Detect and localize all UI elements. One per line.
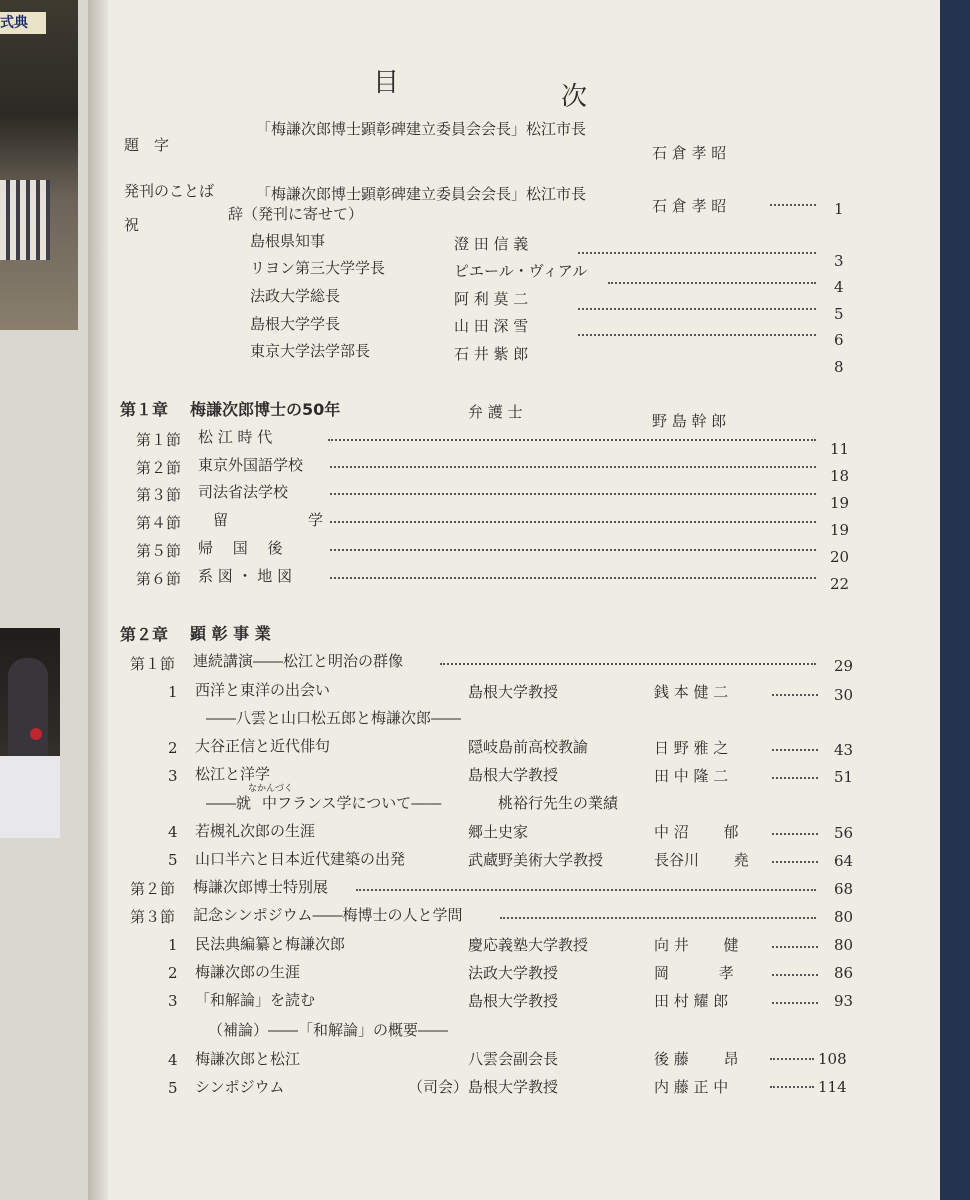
leader-dots <box>772 974 818 976</box>
lecture-affil: 郷土史家 <box>468 823 529 841</box>
lecture-subtitle: （補論）――「和解論」の概要―― <box>208 1021 449 1039</box>
section-title: 東京外国語学校 <box>198 456 304 474</box>
lecture-page: 80 <box>834 936 854 954</box>
facing-page <box>0 0 88 1200</box>
lecture-name: 田 中 隆 二 <box>654 767 729 785</box>
congrats-page: 6 <box>834 331 844 349</box>
chapter1-role: 弁 護 士 <box>468 403 523 421</box>
lecture-affil: 島根大学教授 <box>468 766 559 784</box>
toc-page <box>108 0 940 1200</box>
chapter2-s3-title: 記念シンポジウム――梅博士の人と学問 <box>193 906 463 924</box>
section-label: 第２節 <box>136 459 182 477</box>
section-label: 第１節 <box>136 431 182 449</box>
leader-dots <box>772 694 818 696</box>
leader-dots <box>772 1002 818 1004</box>
lecture-title: 松江と洋学 <box>195 765 271 783</box>
lecture-affil: 慶応義塾大学教授 <box>468 936 589 954</box>
congrats-name: 阿 利 莫 二 <box>454 290 529 308</box>
leader-dots <box>356 889 816 891</box>
leader-dots <box>772 861 818 863</box>
section-title: 松 江 時 代 <box>198 428 273 446</box>
section-label: 第４節 <box>136 514 182 532</box>
lecture-num: 4 <box>168 823 178 841</box>
hakkan-label: 発刊のことば <box>124 182 215 200</box>
lecture-page: 93 <box>834 992 854 1010</box>
leader-dots <box>330 493 816 495</box>
chapter1-author: 野 島 幹 郎 <box>652 412 727 430</box>
hakkan-text: 「梅謙次郎博士顕彰碑建立委員会会長」松江市長 <box>256 185 587 203</box>
lecture-name: 内 藤 正 中 <box>654 1078 729 1096</box>
lecture-name: 田 村 耀 郎 <box>654 992 729 1010</box>
section-title: 帰 国 後 <box>198 539 283 557</box>
section-page: 20 <box>830 548 850 566</box>
lecture-title: 大谷正信と近代俳句 <box>195 737 331 755</box>
lecture-title: 「和解論」を読む <box>195 991 316 1009</box>
lecture-num: 1 <box>168 936 178 954</box>
lecture-page: 64 <box>834 852 854 870</box>
background-edge <box>940 0 970 1200</box>
leader-dots <box>770 204 816 206</box>
section-title: 司法省法学校 <box>198 483 289 501</box>
lecture-affil: 法政大学教授 <box>468 964 559 982</box>
lecture-num: 3 <box>168 992 178 1010</box>
daiji-name: 石 倉 孝 昭 <box>652 144 727 162</box>
lecture-name: 中 沼 郁 <box>654 823 739 841</box>
leader-dots <box>772 946 818 948</box>
lecture-num: 4 <box>168 1051 178 1069</box>
lecture-name: 向 井 健 <box>654 936 739 954</box>
leader-dots <box>772 749 818 751</box>
congrats-title: 東京大学法学部長 <box>250 342 371 360</box>
leader-dots <box>330 521 816 523</box>
lecture-name: 岡 孝 <box>654 964 734 982</box>
chapter2-s1-label: 第１節 <box>130 655 176 673</box>
congrats-page: 3 <box>834 252 844 270</box>
speaker-photo <box>0 628 60 838</box>
leader-dots <box>330 577 816 579</box>
chapter2-label: 第２章 <box>120 625 169 644</box>
chapter2-s3-label: 第３節 <box>130 908 176 926</box>
hakkan-name: 石 倉 孝 昭 <box>652 197 727 215</box>
lecture-name: 後 藤 昂 <box>654 1050 739 1068</box>
lecture-affil: 島根大学教授 <box>468 683 559 701</box>
lecture-name: 長谷川 堯 <box>654 851 749 869</box>
lecture-title: 山口半六と日本近代建築の出発 <box>195 850 406 868</box>
section-page: 19 <box>830 521 850 539</box>
congrats-name: 石 井 紫 郎 <box>454 345 529 363</box>
leader-dots <box>330 466 816 468</box>
leader-dots <box>772 777 818 779</box>
section-title-part: 留 <box>213 511 229 529</box>
section-label: 第５節 <box>136 542 182 560</box>
lecture-affil: 島根大学教授 <box>468 1078 559 1096</box>
section-page: 11 <box>830 440 850 458</box>
lecture-subtitle: ――就 <box>206 794 252 812</box>
congrats-title: リヨン第三大学学長 <box>250 259 386 277</box>
daiji-label: 題 字 <box>124 136 170 154</box>
lecture-subtitle: 中フランス学について―― <box>262 794 442 812</box>
book-gutter <box>88 0 108 1200</box>
title-right: 次 <box>561 82 588 112</box>
ceremony-photo <box>0 0 78 330</box>
lecture-affil: 八雲会副会長 <box>468 1050 559 1068</box>
leader-dots <box>330 549 816 551</box>
hakkan-page: 1 <box>834 200 844 218</box>
section-title-part: 学 <box>308 511 324 529</box>
lecture-page: 86 <box>834 964 854 982</box>
leader-dots <box>770 1058 814 1060</box>
section-page: 22 <box>830 575 850 593</box>
chapter2-s3-page: 80 <box>834 908 854 926</box>
leader-dots <box>578 334 816 336</box>
congrats-title: 法政大学総長 <box>250 287 341 305</box>
section-page: 18 <box>830 467 850 485</box>
speaker-figure <box>8 658 48 758</box>
title-left: 目 <box>373 68 400 98</box>
congrats-page: 8 <box>834 358 844 376</box>
lecture-page: 30 <box>834 686 854 704</box>
congrats-name: 山 田 深 雪 <box>454 317 529 335</box>
choir-figures <box>0 180 50 260</box>
ceremony-banner: 式典 <box>0 12 46 34</box>
congrats-name: ピエール・ヴィアル <box>454 262 588 280</box>
lecture-title: 若槻礼次郎の生涯 <box>195 822 316 840</box>
daiji-text: 「梅謙次郎博士顕彰碑建立委員会会長」松江市長 <box>256 120 587 138</box>
lecture-name: 日 野 雅 之 <box>654 739 729 757</box>
corsage-icon <box>30 728 42 740</box>
congrats-page: 4 <box>834 278 844 296</box>
chapter2-s1-page: 29 <box>834 657 854 675</box>
chapter2-s2-title: 梅謙次郎博士特別展 <box>193 878 329 896</box>
leader-dots <box>328 439 816 441</box>
shikai-label: （司会） <box>408 1078 469 1096</box>
lecture-affil: 島根大学教授 <box>468 992 559 1010</box>
lecture-num: 3 <box>168 767 178 785</box>
section-label: 第６節 <box>136 570 182 588</box>
lecture-name: 銭 本 健 二 <box>654 683 729 701</box>
section-title: 系 図 ・ 地 図 <box>198 567 293 585</box>
chapter1-label: 第１章 <box>120 400 169 419</box>
leader-dots <box>500 917 816 919</box>
leader-dots <box>772 833 818 835</box>
lecture-title: 西洋と東洋の出会い <box>195 681 331 699</box>
lecture-num: 1 <box>168 683 178 701</box>
lecture-num: 5 <box>168 1079 178 1097</box>
lecture-title: 梅謙次郎と松江 <box>195 1050 301 1068</box>
congrats-title: 島根県知事 <box>250 232 326 250</box>
lecture-title: 民法典編纂と梅謙次郎 <box>195 935 346 953</box>
leader-dots <box>608 282 816 284</box>
lecture-page: 43 <box>834 741 854 759</box>
lecture-num: 5 <box>168 851 178 869</box>
chapter2-s2-page: 68 <box>834 880 854 898</box>
lecture-subtitle: 桃裕行先生の業績 <box>498 794 619 812</box>
congrats-page: 5 <box>834 305 844 323</box>
lecture-page: 108 <box>818 1050 847 1068</box>
chapter1-title: 梅謙次郎博士の50年 <box>190 400 341 419</box>
lecture-affil: 武蔵野美術大学教授 <box>468 851 604 869</box>
chapter2-title: 顕 彰 事 業 <box>190 624 271 643</box>
lecture-page: 51 <box>834 768 854 786</box>
lecture-page: 114 <box>818 1078 847 1096</box>
ruby-nakanzuku: なかんづく <box>248 784 293 794</box>
lecture-title: 梅謙次郎の生涯 <box>195 963 301 981</box>
leader-dots <box>770 1086 814 1088</box>
leader-dots <box>440 663 816 665</box>
lecture-title: シンポジウム <box>195 1078 285 1096</box>
podium <box>0 756 60 838</box>
chapter2-s1-title: 連続講演――松江と明治の群像 <box>193 652 404 670</box>
lecture-affil: 隠岐島前高校教諭 <box>468 738 589 756</box>
lecture-page: 56 <box>834 824 854 842</box>
lecture-num: 2 <box>168 964 178 982</box>
chapter2-s2-label: 第２節 <box>130 880 176 898</box>
lecture-num: 2 <box>168 739 178 757</box>
lecture-subtitle: ――八雲と山口松五郎と梅謙次郎―― <box>206 709 462 727</box>
shuku-text: 辞（発刊に寄せて） <box>228 205 364 223</box>
section-page: 19 <box>830 494 850 512</box>
shuku-label: 祝 <box>124 216 140 234</box>
congrats-name: 澄 田 信 義 <box>454 235 529 253</box>
leader-dots <box>578 308 816 310</box>
leader-dots <box>578 252 816 254</box>
congrats-title: 島根大学学長 <box>250 315 341 333</box>
section-label: 第３節 <box>136 486 182 504</box>
